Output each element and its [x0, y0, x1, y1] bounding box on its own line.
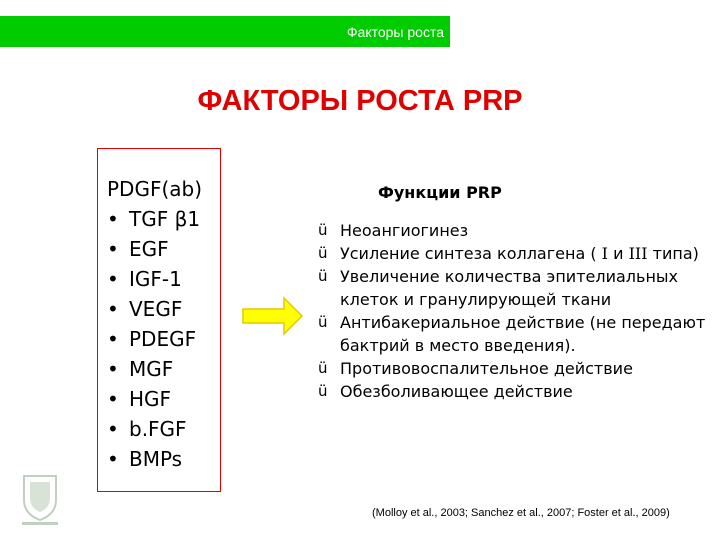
list-item — [318, 380, 708, 403]
growth-factor-list — [107, 174, 202, 474]
list-item — [318, 242, 708, 265]
list-item — [318, 357, 708, 380]
bullet-icon: • — [107, 447, 119, 471]
function-text: Неоангиогинез — [340, 221, 469, 240]
function-text: Противовоспалительное действие — [340, 359, 633, 378]
function-text: и — [608, 244, 629, 263]
slide-title: ФАКТОРЫ РОСТА PRP — [197, 85, 523, 117]
roman-numeral: III — [628, 244, 648, 263]
list-item — [318, 219, 708, 242]
factor-label: b.FGF — [129, 417, 187, 441]
functions-title: Функции PRP — [378, 183, 502, 202]
list-item — [107, 354, 202, 384]
factor-label: TGF β1 — [129, 207, 201, 231]
header-label: Факторы роста — [346, 24, 444, 40]
function-text: типа) — [647, 244, 699, 263]
list-item — [318, 311, 708, 357]
references: (Molloy et al., 2003; Sanchez et al., 2007; Foster et al., 2009) — [372, 507, 670, 519]
crest-logo-icon — [16, 470, 64, 528]
factor-label: IGF-1 — [129, 267, 182, 291]
function-text: Усиление синтеза коллагена ( — [340, 244, 602, 263]
header-bar — [0, 16, 450, 47]
factor-label: BMPs — [129, 447, 183, 471]
factor-label: MGF — [129, 357, 174, 381]
roman-numeral: I — [601, 244, 608, 263]
check-icon: ü — [318, 221, 328, 239]
functions-list — [318, 219, 708, 403]
check-icon: ü — [318, 267, 328, 285]
list-item — [107, 204, 202, 234]
bullet-icon: • — [107, 387, 119, 411]
check-icon: ü — [318, 382, 328, 400]
bullet-icon: • — [107, 207, 119, 231]
list-item — [107, 264, 202, 294]
bullet-icon: • — [107, 237, 119, 261]
check-icon: ü — [318, 313, 328, 331]
factor-label: PDEGF — [129, 327, 197, 351]
bullet-icon: • — [107, 357, 119, 381]
list-item — [107, 444, 202, 474]
bullet-icon: • — [107, 327, 119, 351]
bullet-icon: • — [107, 297, 119, 321]
factor-label: EGF — [129, 237, 169, 261]
factor-label: HGF — [129, 387, 172, 411]
check-icon: ü — [318, 359, 328, 377]
bullet-icon: • — [107, 417, 119, 441]
factor-heading: PDGF(ab) — [107, 177, 203, 201]
right-arrow-icon — [242, 296, 304, 336]
check-icon: ü — [318, 244, 328, 262]
function-text: Увеличение количества эпителиальных клеток и гранулирующей ткани — [340, 267, 678, 309]
list-item — [107, 234, 202, 264]
list-item — [107, 324, 202, 354]
bullet-icon: • — [107, 267, 119, 291]
list-item — [107, 294, 202, 324]
list-item — [318, 265, 708, 311]
list-item — [107, 414, 202, 444]
function-text: Антибакериальное действие (не передают бактрий в место введения). — [340, 313, 706, 355]
factor-label: VEGF — [129, 297, 183, 321]
list-item — [107, 384, 202, 414]
function-text: Обезболивающее действие — [340, 382, 573, 401]
